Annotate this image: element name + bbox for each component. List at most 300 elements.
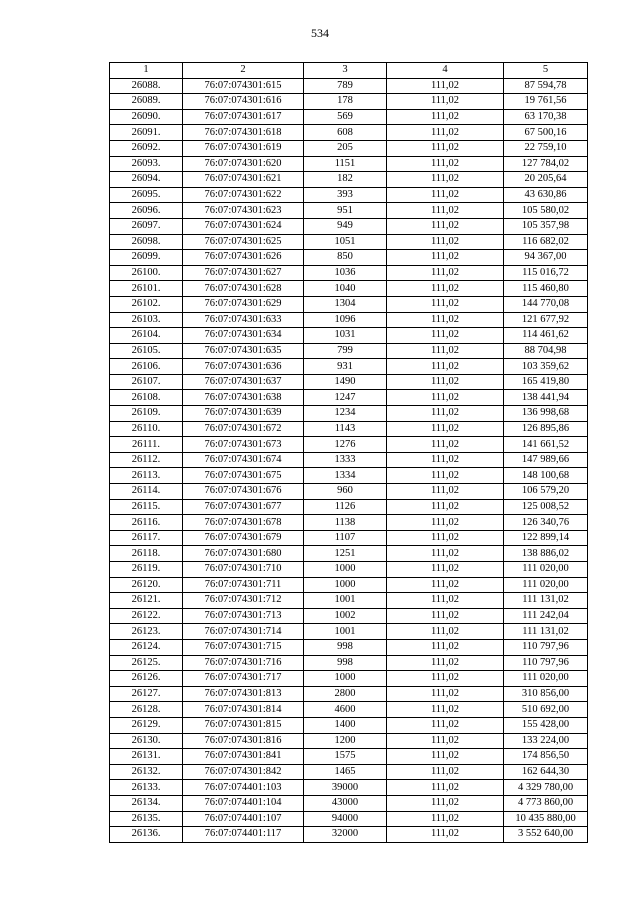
value-cell: 147 989,66 [504, 452, 588, 468]
rate-cell: 111,02 [387, 218, 504, 234]
cadastral-number-cell: 76:07:074301:815 [183, 717, 304, 733]
area-cell: 1234 [304, 406, 387, 422]
page-number: 534 [311, 26, 329, 40]
table-row [110, 421, 588, 437]
table-row [110, 374, 588, 390]
cadastral-number-cell: 76:07:074301:637 [183, 374, 304, 390]
cadastral-number-cell: 76:07:074301:639 [183, 406, 304, 422]
area-cell: 850 [304, 250, 387, 266]
cadastral-number-cell: 76:07:074301:717 [183, 671, 304, 687]
value-cell: 174 856,50 [504, 749, 588, 765]
row-number-cell: 26091. [110, 125, 183, 141]
value-cell: 122 899,14 [504, 530, 588, 546]
column-header-4: 4 [387, 63, 504, 79]
row-number-cell: 26110. [110, 421, 183, 437]
value-cell: 111 020,00 [504, 562, 588, 578]
row-number-cell: 26089. [110, 94, 183, 110]
area-cell: 43000 [304, 795, 387, 811]
area-cell: 799 [304, 343, 387, 359]
row-number-cell: 26098. [110, 234, 183, 250]
table-row [110, 671, 588, 687]
cadastral-number-cell: 76:07:074301:620 [183, 156, 304, 172]
value-cell: 103 359,62 [504, 359, 588, 375]
column-header-3: 3 [304, 63, 387, 79]
value-cell: 67 500,16 [504, 125, 588, 141]
rate-cell: 111,02 [387, 94, 504, 110]
rate-cell: 111,02 [387, 203, 504, 219]
value-cell: 111 020,00 [504, 577, 588, 593]
area-cell: 1138 [304, 515, 387, 531]
area-cell: 1200 [304, 733, 387, 749]
area-cell: 608 [304, 125, 387, 141]
rate-cell: 111,02 [387, 686, 504, 702]
cadastral-number-cell: 76:07:074301:638 [183, 390, 304, 406]
row-number-cell: 26121. [110, 593, 183, 609]
row-number-cell: 26111. [110, 437, 183, 453]
row-number-cell: 26093. [110, 156, 183, 172]
area-cell: 1400 [304, 717, 387, 733]
table-body [110, 78, 588, 842]
cadastral-number-cell: 76:07:074301:816 [183, 733, 304, 749]
rate-cell: 111,02 [387, 608, 504, 624]
area-cell: 1002 [304, 608, 387, 624]
cadastral-number-cell: 76:07:074401:103 [183, 780, 304, 796]
row-number-cell: 26108. [110, 390, 183, 406]
cadastral-number-cell: 76:07:074301:635 [183, 343, 304, 359]
area-cell: 1575 [304, 749, 387, 765]
row-number-cell: 26129. [110, 717, 183, 733]
rate-cell: 111,02 [387, 484, 504, 500]
value-cell: 111 131,02 [504, 593, 588, 609]
area-cell: 1000 [304, 671, 387, 687]
table-row [110, 686, 588, 702]
row-number-cell: 26131. [110, 749, 183, 765]
cadastral-number-cell: 76:07:074301:673 [183, 437, 304, 453]
row-number-cell: 26116. [110, 515, 183, 531]
row-number-cell: 26102. [110, 296, 183, 312]
value-cell: 111 242,04 [504, 608, 588, 624]
rate-cell: 111,02 [387, 296, 504, 312]
value-cell: 4 329 780,00 [504, 780, 588, 796]
row-number-cell: 26094. [110, 172, 183, 188]
area-cell: 789 [304, 78, 387, 94]
cadastral-number-cell: 76:07:074301:621 [183, 172, 304, 188]
area-cell: 1031 [304, 328, 387, 344]
cadastral-number-cell: 76:07:074301:716 [183, 655, 304, 671]
table-row [110, 140, 588, 156]
rate-cell: 111,02 [387, 530, 504, 546]
rate-cell: 111,02 [387, 265, 504, 281]
value-cell: 126 340,76 [504, 515, 588, 531]
row-number-cell: 26088. [110, 78, 183, 94]
table-row [110, 78, 588, 94]
area-cell: 951 [304, 203, 387, 219]
row-number-cell: 26127. [110, 686, 183, 702]
area-cell: 949 [304, 218, 387, 234]
area-cell: 1251 [304, 546, 387, 562]
area-cell: 1000 [304, 562, 387, 578]
rate-cell: 111,02 [387, 140, 504, 156]
row-number-cell: 26135. [110, 811, 183, 827]
area-cell: 1151 [304, 156, 387, 172]
row-number-cell: 26123. [110, 624, 183, 640]
cadastral-number-cell: 76:07:074301:618 [183, 125, 304, 141]
area-cell: 998 [304, 639, 387, 655]
rate-cell: 111,02 [387, 156, 504, 172]
area-cell: 94000 [304, 811, 387, 827]
area-cell: 1143 [304, 421, 387, 437]
cadastral-number-cell: 76:07:074301:814 [183, 702, 304, 718]
land-cadastral-table [109, 62, 588, 843]
table-row [110, 593, 588, 609]
area-cell: 569 [304, 109, 387, 125]
value-cell: 165 419,80 [504, 374, 588, 390]
area-cell: 182 [304, 172, 387, 188]
value-cell: 125 008,52 [504, 499, 588, 515]
table-row [110, 484, 588, 500]
area-cell: 39000 [304, 780, 387, 796]
cadastral-number-cell: 76:07:074301:617 [183, 109, 304, 125]
row-number-cell: 26133. [110, 780, 183, 796]
cadastral-number-cell: 76:07:074301:680 [183, 546, 304, 562]
rate-cell: 111,02 [387, 328, 504, 344]
table-row [110, 702, 588, 718]
area-cell: 1107 [304, 530, 387, 546]
rate-cell: 111,02 [387, 639, 504, 655]
area-cell: 1051 [304, 234, 387, 250]
area-cell: 1276 [304, 437, 387, 453]
area-cell: 393 [304, 187, 387, 203]
cadastral-number-cell: 76:07:074301:622 [183, 187, 304, 203]
table-row [110, 811, 588, 827]
table-row [110, 312, 588, 328]
rate-cell: 111,02 [387, 717, 504, 733]
value-cell: 110 797,96 [504, 655, 588, 671]
value-cell: 20 205,64 [504, 172, 588, 188]
table-row [110, 530, 588, 546]
value-cell: 136 998,68 [504, 406, 588, 422]
table-row [110, 499, 588, 515]
cadastral-number-cell: 76:07:074401:107 [183, 811, 304, 827]
value-cell: 127 784,02 [504, 156, 588, 172]
area-cell: 998 [304, 655, 387, 671]
row-number-cell: 26120. [110, 577, 183, 593]
rate-cell: 111,02 [387, 234, 504, 250]
table-row [110, 281, 588, 297]
row-number-cell: 26107. [110, 374, 183, 390]
rate-cell: 111,02 [387, 406, 504, 422]
cadastral-number-cell: 76:07:074301:715 [183, 639, 304, 655]
value-cell: 4 773 860,00 [504, 795, 588, 811]
rate-cell: 111,02 [387, 562, 504, 578]
rate-cell: 111,02 [387, 827, 504, 843]
table-row [110, 733, 588, 749]
rate-cell: 111,02 [387, 780, 504, 796]
table-row [110, 250, 588, 266]
table-row [110, 655, 588, 671]
table-row [110, 187, 588, 203]
table-row [110, 562, 588, 578]
table-row [110, 390, 588, 406]
area-cell: 1490 [304, 374, 387, 390]
cadastral-number-cell: 76:07:074301:623 [183, 203, 304, 219]
row-number-cell: 26106. [110, 359, 183, 375]
cadastral-number-cell: 76:07:074301:615 [183, 78, 304, 94]
row-number-cell: 26125. [110, 655, 183, 671]
value-cell: 115 016,72 [504, 265, 588, 281]
cadastral-number-cell: 76:07:074301:636 [183, 359, 304, 375]
value-cell: 162 644,30 [504, 764, 588, 780]
cadastral-number-cell: 76:07:074301:710 [183, 562, 304, 578]
value-cell: 43 630,86 [504, 187, 588, 203]
cadastral-number-cell: 76:07:074301:675 [183, 468, 304, 484]
cadastral-number-cell: 76:07:074301:678 [183, 515, 304, 531]
area-cell: 960 [304, 484, 387, 500]
value-cell: 510 692,00 [504, 702, 588, 718]
area-cell: 1000 [304, 577, 387, 593]
table-row [110, 608, 588, 624]
row-number-cell: 26128. [110, 702, 183, 718]
area-cell: 1001 [304, 624, 387, 640]
row-number-cell: 26097. [110, 218, 183, 234]
column-header-5: 5 [504, 63, 588, 79]
rate-cell: 111,02 [387, 343, 504, 359]
row-number-cell: 26099. [110, 250, 183, 266]
value-cell: 19 761,56 [504, 94, 588, 110]
row-number-cell: 26096. [110, 203, 183, 219]
row-number-cell: 26124. [110, 639, 183, 655]
rate-cell: 111,02 [387, 546, 504, 562]
rate-cell: 111,02 [387, 250, 504, 266]
table-row [110, 827, 588, 843]
row-number-cell: 26103. [110, 312, 183, 328]
cadastral-number-cell: 76:07:074301:841 [183, 749, 304, 765]
value-cell: 106 579,20 [504, 484, 588, 500]
table-row [110, 234, 588, 250]
cadastral-number-cell: 76:07:074301:626 [183, 250, 304, 266]
rate-cell: 111,02 [387, 452, 504, 468]
rate-cell: 111,02 [387, 374, 504, 390]
table-row [110, 749, 588, 765]
cadastral-number-cell: 76:07:074301:676 [183, 484, 304, 500]
value-cell: 116 682,02 [504, 234, 588, 250]
table-row [110, 328, 588, 344]
rate-cell: 111,02 [387, 655, 504, 671]
area-cell: 1247 [304, 390, 387, 406]
table-row [110, 265, 588, 281]
row-number-cell: 26115. [110, 499, 183, 515]
table-row [110, 577, 588, 593]
rate-cell: 111,02 [387, 468, 504, 484]
table-row [110, 359, 588, 375]
cadastral-number-cell: 76:07:074301:712 [183, 593, 304, 609]
row-number-cell: 26118. [110, 546, 183, 562]
value-cell: 87 594,78 [504, 78, 588, 94]
rate-cell: 111,02 [387, 764, 504, 780]
value-cell: 110 797,96 [504, 639, 588, 655]
rate-cell: 111,02 [387, 671, 504, 687]
row-number-cell: 26132. [110, 764, 183, 780]
table-row [110, 452, 588, 468]
cadastral-number-cell: 76:07:074301:624 [183, 218, 304, 234]
area-cell: 178 [304, 94, 387, 110]
cadastral-number-cell: 76:07:074301:713 [183, 608, 304, 624]
cadastral-number-cell: 76:07:074301:711 [183, 577, 304, 593]
value-cell: 138 886,02 [504, 546, 588, 562]
value-cell: 121 677,92 [504, 312, 588, 328]
column-header-1: 1 [110, 63, 183, 79]
rate-cell: 111,02 [387, 390, 504, 406]
value-cell: 111 020,00 [504, 671, 588, 687]
cadastral-number-cell: 76:07:074401:117 [183, 827, 304, 843]
value-cell: 155 428,00 [504, 717, 588, 733]
value-cell: 138 441,94 [504, 390, 588, 406]
table-row [110, 156, 588, 172]
row-number-cell: 26109. [110, 406, 183, 422]
table-row [110, 717, 588, 733]
row-number-cell: 26100. [110, 265, 183, 281]
value-cell: 144 770,08 [504, 296, 588, 312]
value-cell: 10 435 880,00 [504, 811, 588, 827]
rate-cell: 111,02 [387, 499, 504, 515]
row-number-cell: 26092. [110, 140, 183, 156]
table-row [110, 437, 588, 453]
table-row [110, 406, 588, 422]
value-cell: 63 170,38 [504, 109, 588, 125]
row-number-cell: 26105. [110, 343, 183, 359]
row-number-cell: 26130. [110, 733, 183, 749]
area-cell: 4600 [304, 702, 387, 718]
cadastral-number-cell: 76:07:074301:628 [183, 281, 304, 297]
cadastral-number-cell: 76:07:074301:633 [183, 312, 304, 328]
cadastral-number-cell: 76:07:074301:625 [183, 234, 304, 250]
table-row [110, 468, 588, 484]
table-row [110, 203, 588, 219]
value-cell: 105 580,02 [504, 203, 588, 219]
rate-cell: 111,02 [387, 78, 504, 94]
area-cell: 1304 [304, 296, 387, 312]
value-cell: 133 224,00 [504, 733, 588, 749]
cadastral-number-cell: 76:07:074301:677 [183, 499, 304, 515]
value-cell: 88 704,98 [504, 343, 588, 359]
cadastral-number-cell: 76:07:074301:679 [183, 530, 304, 546]
table-row [110, 343, 588, 359]
value-cell: 141 661,52 [504, 437, 588, 453]
rate-cell: 111,02 [387, 187, 504, 203]
value-cell: 22 759,10 [504, 140, 588, 156]
rate-cell: 111,02 [387, 702, 504, 718]
rate-cell: 111,02 [387, 281, 504, 297]
row-number-cell: 26113. [110, 468, 183, 484]
cadastral-number-cell: 76:07:074301:627 [183, 265, 304, 281]
value-cell: 111 131,02 [504, 624, 588, 640]
value-cell: 148 100,68 [504, 468, 588, 484]
table-row [110, 780, 588, 796]
area-cell: 931 [304, 359, 387, 375]
rate-cell: 111,02 [387, 312, 504, 328]
table-row [110, 172, 588, 188]
area-cell: 1333 [304, 452, 387, 468]
rate-cell: 111,02 [387, 359, 504, 375]
table-row [110, 795, 588, 811]
row-number-cell: 26117. [110, 530, 183, 546]
area-cell: 1096 [304, 312, 387, 328]
area-cell: 1001 [304, 593, 387, 609]
table-row [110, 764, 588, 780]
table-row [110, 624, 588, 640]
rate-cell: 111,02 [387, 421, 504, 437]
cadastral-number-cell: 76:07:074301:842 [183, 764, 304, 780]
table-header-row [110, 63, 588, 79]
area-cell: 1334 [304, 468, 387, 484]
area-cell: 2800 [304, 686, 387, 702]
table-row [110, 109, 588, 125]
cadastral-number-cell: 76:07:074301:616 [183, 94, 304, 110]
table-row [110, 639, 588, 655]
row-number-cell: 26104. [110, 328, 183, 344]
area-cell: 32000 [304, 827, 387, 843]
cadastral-number-cell: 76:07:074301:619 [183, 140, 304, 156]
rate-cell: 111,02 [387, 109, 504, 125]
value-cell: 114 461,62 [504, 328, 588, 344]
value-cell: 115 460,80 [504, 281, 588, 297]
value-cell: 94 367,00 [504, 250, 588, 266]
row-number-cell: 26090. [110, 109, 183, 125]
rate-cell: 111,02 [387, 125, 504, 141]
rate-cell: 111,02 [387, 749, 504, 765]
table-row [110, 218, 588, 234]
value-cell: 3 552 640,00 [504, 827, 588, 843]
rate-cell: 111,02 [387, 624, 504, 640]
area-cell: 1126 [304, 499, 387, 515]
rate-cell: 111,02 [387, 811, 504, 827]
area-cell: 205 [304, 140, 387, 156]
table-row [110, 515, 588, 531]
area-cell: 1040 [304, 281, 387, 297]
row-number-cell: 26122. [110, 608, 183, 624]
rate-cell: 111,02 [387, 593, 504, 609]
row-number-cell: 26114. [110, 484, 183, 500]
table-row [110, 296, 588, 312]
table-row [110, 125, 588, 141]
cadastral-number-cell: 76:07:074301:714 [183, 624, 304, 640]
rate-cell: 111,02 [387, 515, 504, 531]
table-row [110, 546, 588, 562]
row-number-cell: 26101. [110, 281, 183, 297]
value-cell: 310 856,00 [504, 686, 588, 702]
rate-cell: 111,02 [387, 577, 504, 593]
cadastral-number-cell: 76:07:074301:634 [183, 328, 304, 344]
row-number-cell: 26126. [110, 671, 183, 687]
column-header-2: 2 [183, 63, 304, 79]
rate-cell: 111,02 [387, 172, 504, 188]
cadastral-number-cell: 76:07:074301:629 [183, 296, 304, 312]
row-number-cell: 26136. [110, 827, 183, 843]
value-cell: 105 357,98 [504, 218, 588, 234]
cadastral-number-cell: 76:07:074301:813 [183, 686, 304, 702]
cadastral-number-cell: 76:07:074301:672 [183, 421, 304, 437]
table-row [110, 94, 588, 110]
value-cell: 126 895,86 [504, 421, 588, 437]
area-cell: 1036 [304, 265, 387, 281]
rate-cell: 111,02 [387, 437, 504, 453]
row-number-cell: 26112. [110, 452, 183, 468]
row-number-cell: 26119. [110, 562, 183, 578]
area-cell: 1465 [304, 764, 387, 780]
rate-cell: 111,02 [387, 733, 504, 749]
cadastral-number-cell: 76:07:074401:104 [183, 795, 304, 811]
cadastral-number-cell: 76:07:074301:674 [183, 452, 304, 468]
